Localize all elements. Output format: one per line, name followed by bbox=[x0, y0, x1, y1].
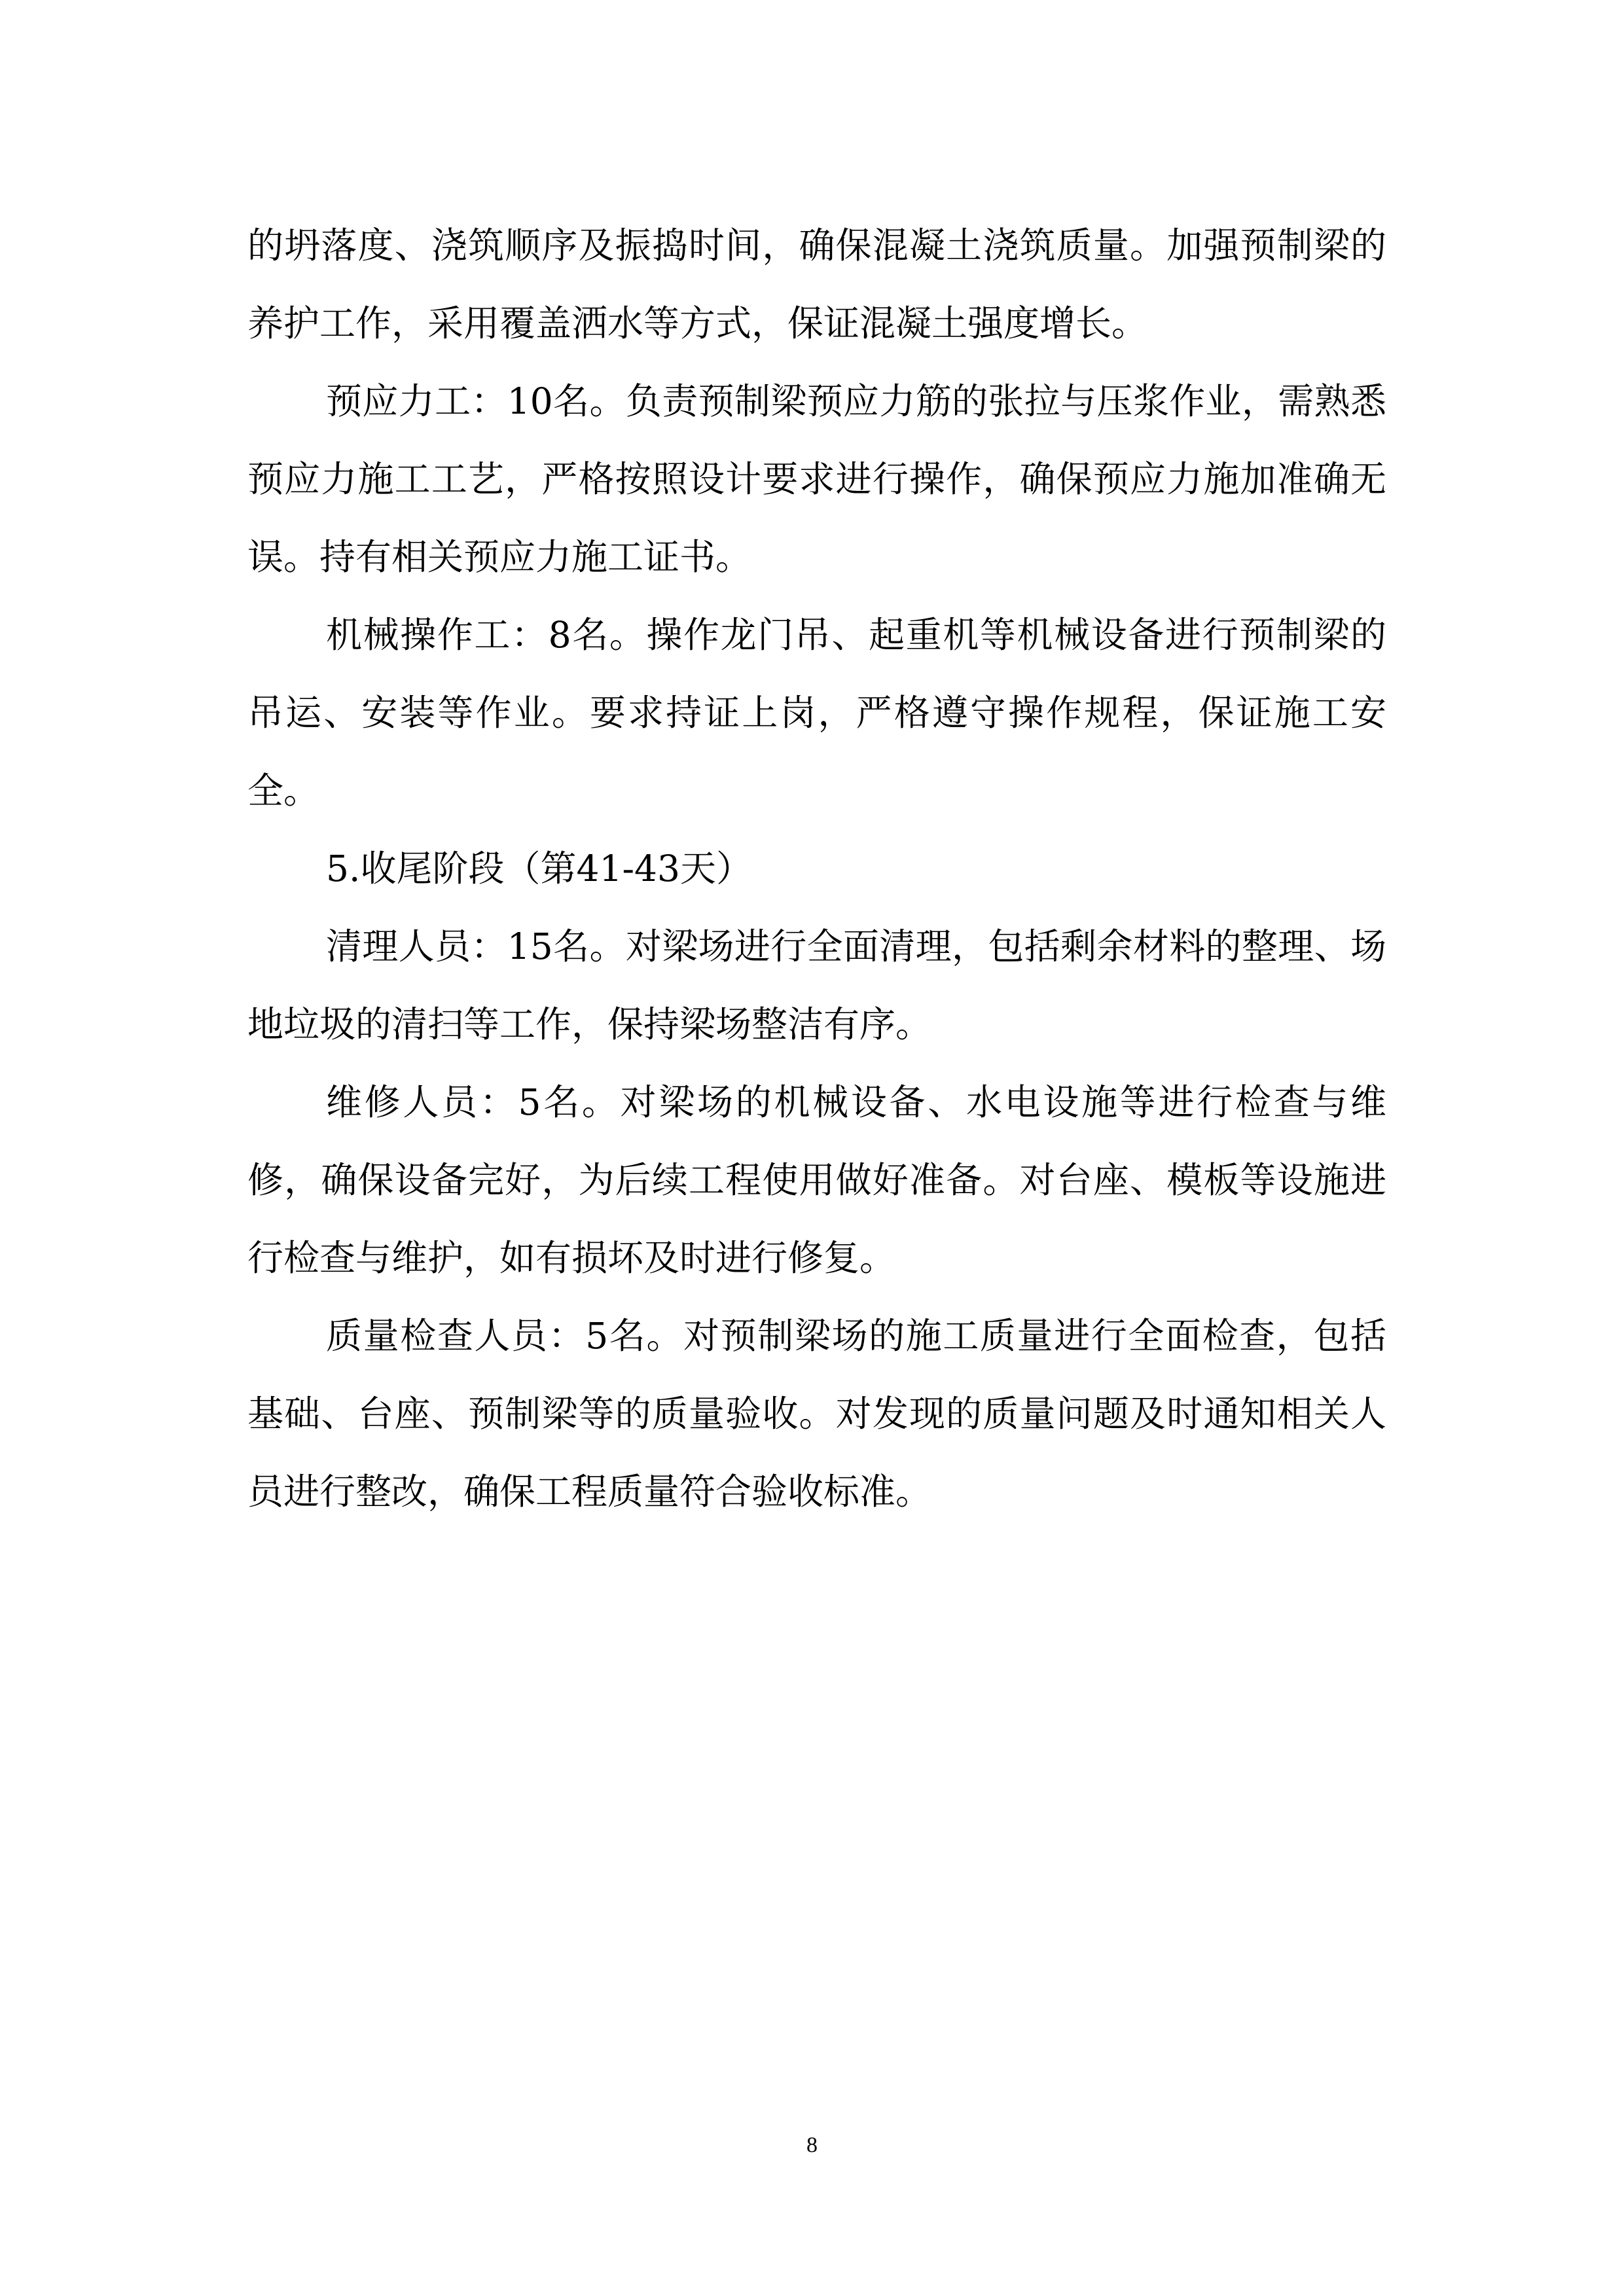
paragraph-maintenance-staff: 维修人员：5名。对梁场的机械设备、水电设施等进行检查与维修，确保设备完好，为后续工程使用做好准备。对台座、模板等设施进行检查与维护，如有损坏及时进行修复。 bbox=[247, 1081, 1386, 1279]
paragraph-cleanup-staff: 清理人员：15名。对梁场进行全面清理，包括剩余材料的整理、场地垃圾的清扫等工作，保持梁场整洁有序。 bbox=[247, 925, 1386, 1045]
page-number: 8 bbox=[806, 2133, 818, 2157]
document-body bbox=[247, 207, 1386, 1531]
paragraph-quality-inspectors: 质量检查人员：5名。对预制梁场的施工质量进行全面检查，包括基础、台座、预制梁等的质量验收。对发现的质量问题及时通知相关人员进行整改，确保工程质量符合验收标准。 bbox=[247, 1315, 1386, 1513]
paragraph-machine-operators: 机械操作工：8名。操作龙门吊、起重机等机械设备进行预制梁的吊运、安装等作业。要求持证上岗，严格遵守操作规程，保证施工安全。 bbox=[247, 614, 1386, 812]
paragraph-prestress-workers: 预应力工：10名。负责预制梁预应力筋的张拉与压浆作业，需熟悉预应力施工工艺，严格按照设计要求进行操作，确保预应力施加准确无误。持有相关预应力施工证书。 bbox=[247, 380, 1386, 578]
paragraph-concrete-continued: 的坍落度、浇筑顺序及振捣时间，确保混凝土浇筑质量。加强预制梁的养护工作，采用覆盖洒水等方式，保证混凝土强度增长。 bbox=[247, 224, 1386, 344]
section-heading-closing-stage: 5.收尾阶段（第41-43天） bbox=[326, 848, 753, 889]
